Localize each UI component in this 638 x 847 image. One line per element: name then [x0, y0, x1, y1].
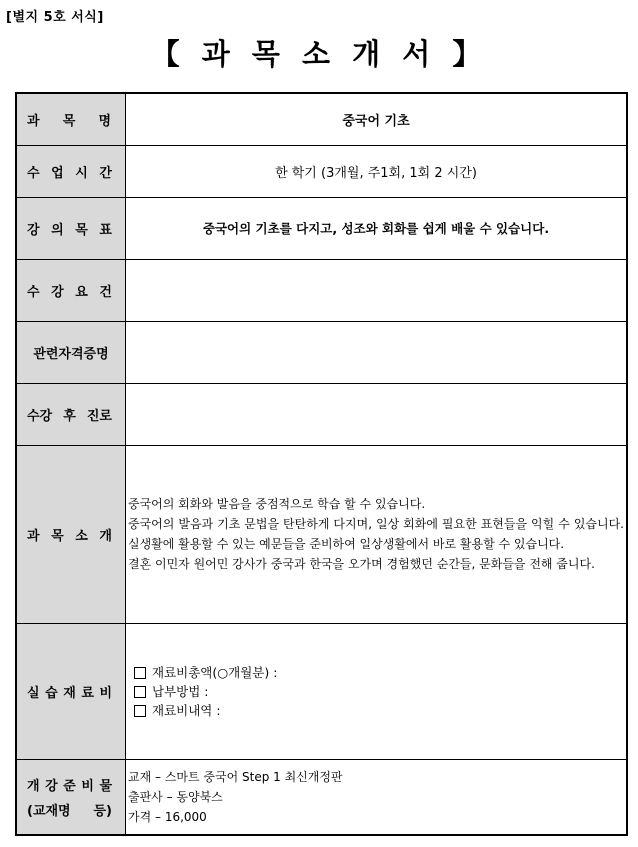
- career-value: [126, 383, 628, 445]
- row-material-fee: [16, 623, 627, 759]
- document-title: 【 과 목 소 개 서 】: [150, 37, 488, 71]
- label-subject-name: 과 목 명: [16, 93, 126, 145]
- row-certification: [16, 321, 627, 383]
- label-objective: 강 의 목 표: [16, 197, 126, 259]
- row-requirements: [16, 259, 627, 321]
- course-intro-table: [15, 92, 628, 836]
- label-certification: 관련자격증명: [16, 321, 126, 383]
- checklist-item-total[interactable]: 재료비총액(○개월분) :: [134, 663, 626, 682]
- label-materials: 개 강 준 비 물 (교재명 등): [16, 759, 126, 835]
- intro-paragraph: 중국어의 발음과 기초 문법을 탄탄하게 다지며, 일상 회화에 필요한 표현들을 익힐 수 있습니다. 실생활에 활용할 수 있는 예문들을 준비하여 일상생활에서 바로 활용할 수 있습니다.: [128, 517, 624, 551]
- checklist-item-payment[interactable]: 납부방법 :: [134, 682, 626, 701]
- intro-paragraph: 중국어의 회화와 발음을 중점적으로 학습 할 수 있습니다.: [128, 497, 426, 511]
- materials-line: 교재 – 스마트 중국어 Step 1 최신개정판: [128, 769, 343, 784]
- label-intro: 과 목 소 개: [16, 445, 126, 623]
- intro-paragraph: 결혼 이민자 원어민 강사가 중국과 한국을 오가며 경험했던 순간들, 문화들을 전해 줍니다.: [128, 557, 595, 571]
- label-material-fee: 실 습 재 료 비: [16, 623, 126, 759]
- checkbox-icon[interactable]: [134, 667, 146, 679]
- row-career: [16, 383, 627, 445]
- materials-line: 출판사 – 동양북스: [128, 789, 223, 804]
- objective-value: 중국어의 기초를 다지고, 성조와 회화를 쉽게 배울 수 있습니다.: [126, 197, 628, 259]
- form-number-label: [별지 5호 서식]: [6, 10, 104, 25]
- class-hours-value: 한 학기 (3개월, 주1회, 1회 2 시간): [126, 145, 628, 197]
- label-requirements: 수 강 요 건: [16, 259, 126, 321]
- materials-line: 가격 – 16,000: [128, 809, 207, 824]
- row-materials: [16, 759, 627, 835]
- label-class-hours: 수 업 시 간: [16, 145, 126, 197]
- subject-name-value: 중국어 기초: [126, 93, 628, 145]
- checkbox-icon[interactable]: [134, 705, 146, 717]
- row-objective: [16, 197, 627, 259]
- intro-value: [126, 445, 628, 623]
- row-subject-name: [16, 93, 627, 145]
- material-fee-value: [126, 623, 628, 759]
- checkbox-icon[interactable]: [134, 686, 146, 698]
- requirements-value: [126, 259, 628, 321]
- materials-value: [126, 759, 628, 835]
- checklist-item-details[interactable]: 재료비내역 :: [134, 701, 626, 720]
- certification-value: [126, 321, 628, 383]
- row-class-hours: [16, 145, 627, 197]
- row-intro: [16, 445, 627, 623]
- label-career: 수강 후 진로: [16, 383, 126, 445]
